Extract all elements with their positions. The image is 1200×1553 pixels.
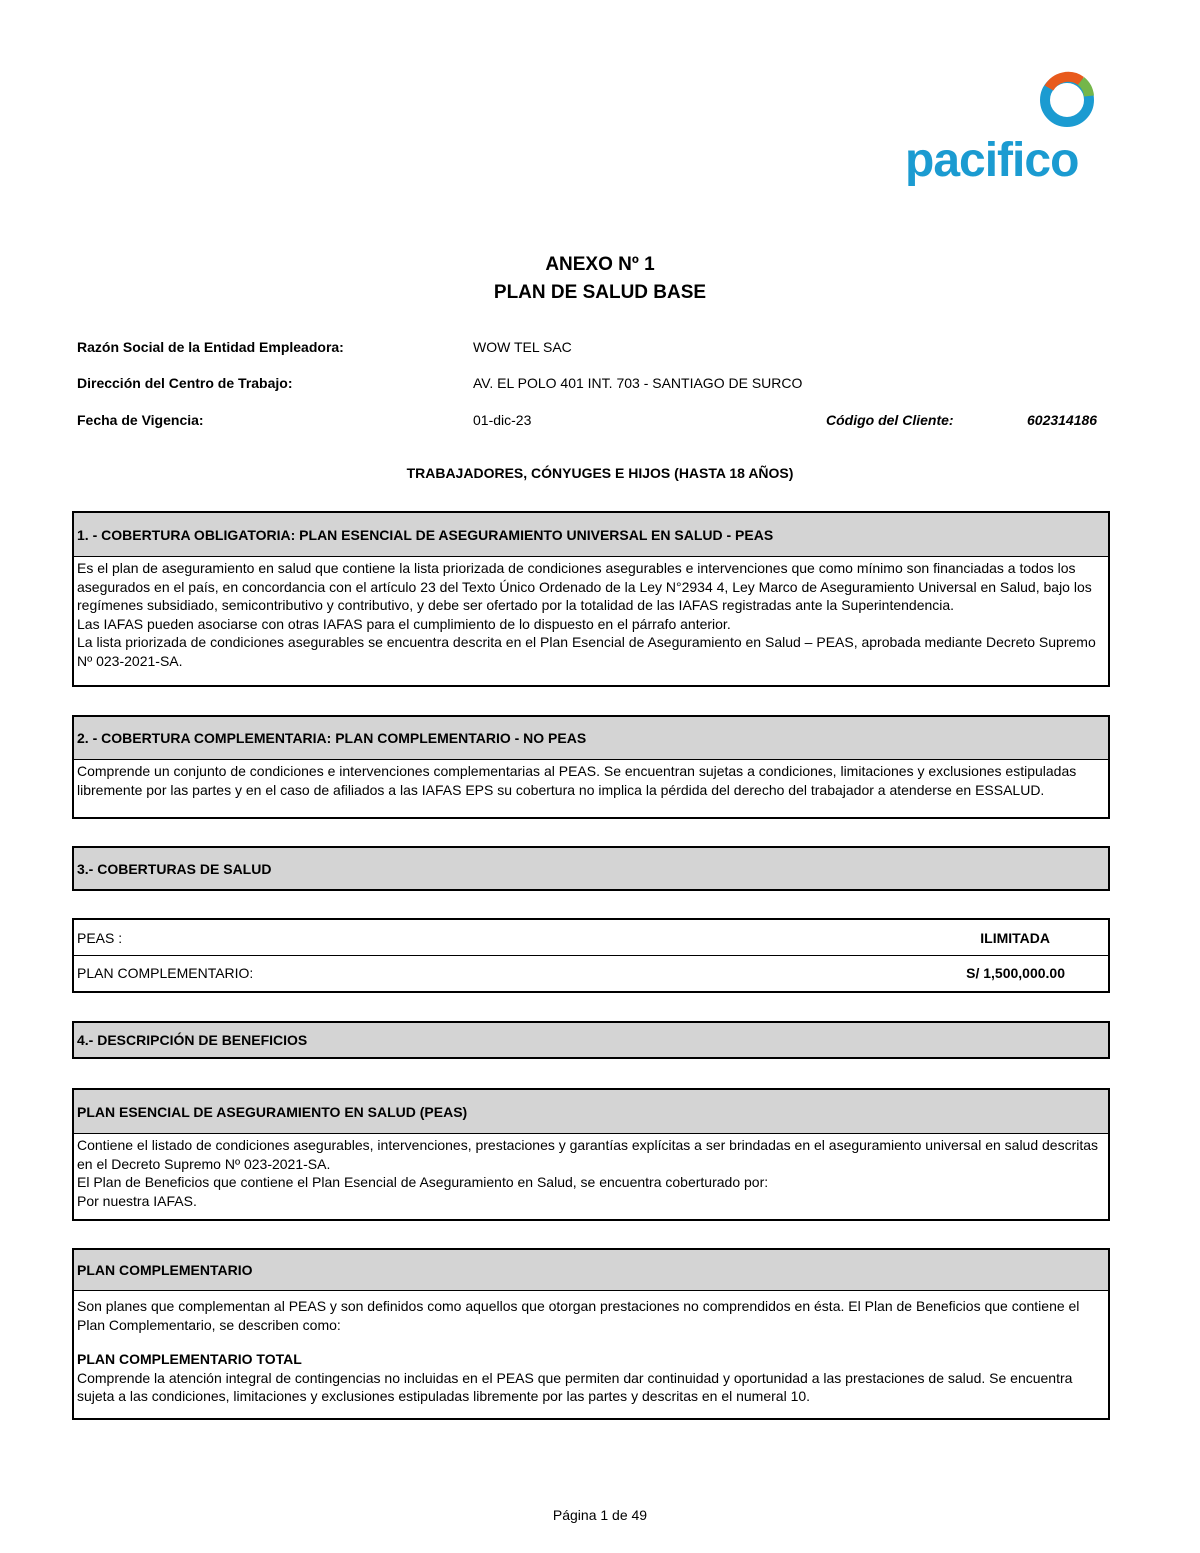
section-header: PLAN COMPLEMENTARIO [74, 1250, 1108, 1291]
fecha-vigencia-label: Fecha de Vigencia: [77, 412, 204, 428]
section-body [74, 1134, 1108, 1212]
paragraph: Por nuestra IAFAS. [77, 1192, 197, 1209]
paragraph: Comprende la atención integral de contingencias no incluidas en el PEAS que permiten dar continuidad y oportunidad a las prestaciones de salud. Se encuentra sujeta a las condiciones, limitaciones y exclusiones estipuladas libremente por las partes y descritas en el numeral 10. [77, 1369, 1073, 1404]
paragraph: Es el plan de aseguramiento en salud que contiene la lista priorizada de condiciones asegurables e intervenciones que como mínimo son financiadas a todos los asegurados en el país, en concordancia con el artículo 23 del Texto Único Ordenado de la Ley N°2934 4, Ley Marco de Aseguramiento Universal en Salud, bajo los regímenes subsidiado, semicontributivo y contributivo, y debe ser ofertado por la totalidad de las IAFAS registradas ante la Superintendencia. [77, 560, 1092, 613]
section-cobertura-complementaria [72, 715, 1110, 819]
logo-wordmark: pacifico [905, 134, 1079, 187]
section-descripcion-beneficios [72, 1021, 1110, 1059]
codigo-cliente-value: 602314186 [1027, 412, 1098, 428]
coverage-row-complementario [74, 955, 1108, 990]
section-cobertura-obligatoria [72, 511, 1110, 687]
section-header: 3.- COBERTURAS DE SALUD [74, 848, 1108, 889]
section-header: PLAN ESENCIAL DE ASEGURAMIENTO EN SALUD (PEAS) [74, 1090, 1108, 1134]
paragraph: Son planes que complementan al PEAS y son definidos como aquellos que otorgan prestaciones no comprendidos en ésta. El Plan de Beneficios que contiene el Plan Complementario, se describen como: [77, 1298, 1080, 1333]
section-body [74, 760, 1108, 801]
pacifico-logo [905, 70, 1100, 190]
coverage-value: ILIMITADA [980, 929, 1050, 946]
section-header: 2. - COBERTURA COMPLEMENTARIA: PLAN COMPLEMENTARIO - NO PEAS [74, 717, 1108, 760]
paragraph: Comprende un conjunto de condiciones e intervenciones complementarias al PEAS. Se encuentran sujetas a condiciones, limitaciones y exclusiones estipuladas libremente por las partes y en el caso de afiliados a las IAFAS EPS su cobertura no implica la pérdida del derecho del trabajador a atenderse en ESSALUD. [77, 763, 1077, 798]
razon-social-value: WOW TEL SAC [473, 339, 572, 355]
paragraph: El Plan de Beneficios que contiene el Plan Esencial de Aseguramiento en Salud, se encuentra coberturado por: [77, 1174, 769, 1190]
coverage-value: S/ 1,500,000.00 [966, 965, 1065, 981]
section-body [74, 557, 1108, 672]
pacifico-ring-icon [905, 70, 1100, 140]
section-plan-complementario [72, 1248, 1110, 1420]
coverage-row-peas [74, 920, 1108, 955]
coverage-label: PLAN COMPLEMENTARIO: [77, 965, 254, 981]
document-title: ANEXO Nº 1 [545, 254, 655, 275]
paragraph: La lista priorizada de condiciones asegurables se encuentra descrita en el Plan Esencial de Aseguramiento en Salud – PEAS, aprobada mediante Decreto Supremo Nº 023-2021-SA. [77, 634, 1096, 669]
direccion-label: Dirección del Centro de Trabajo: [77, 375, 293, 391]
section-body [74, 1291, 1108, 1408]
coverage-group-heading: TRABAJADORES, CÓNYUGES E HIJOS (HASTA 18 AÑOS) [406, 465, 794, 481]
coverage-label: PEAS : [77, 929, 123, 946]
paragraph: Las IAFAS pueden asociarse con otras IAFAS para el cumplimiento de lo dispuesto en el párrafo anterior. [77, 615, 731, 632]
codigo-cliente-label: Código del Cliente: [826, 412, 954, 428]
coverage-table [72, 918, 1110, 993]
fecha-vigencia-value: 01-dic-23 [473, 412, 532, 428]
section-header: 4.- DESCRIPCIÓN DE BENEFICIOS [74, 1023, 1108, 1057]
page-number: Página 1 de 49 [552, 1507, 648, 1523]
paragraph: Contiene el listado de condiciones asegurables, intervenciones, prestaciones y garantías explícitas a ser brindadas en el aseguramiento universal en salud descritas en el Decreto Supremo Nº 023-2021-SA. [77, 1137, 1099, 1172]
document-subtitle: PLAN DE SALUD BASE [493, 282, 707, 303]
subheading: PLAN COMPLEMENTARIO TOTAL [77, 1351, 302, 1367]
direccion-value: AV. EL POLO 401 INT. 703 - SANTIAGO DE SURCO [473, 375, 803, 391]
razon-social-label: Razón Social de la Entidad Empleadora: [77, 339, 344, 355]
section-peas-description [72, 1088, 1110, 1221]
section-coberturas-salud [72, 846, 1110, 891]
section-header: 1. - COBERTURA OBLIGATORIA: PLAN ESENCIAL DE ASEGURAMIENTO UNIVERSAL EN SALUD - PEAS [74, 513, 1108, 557]
